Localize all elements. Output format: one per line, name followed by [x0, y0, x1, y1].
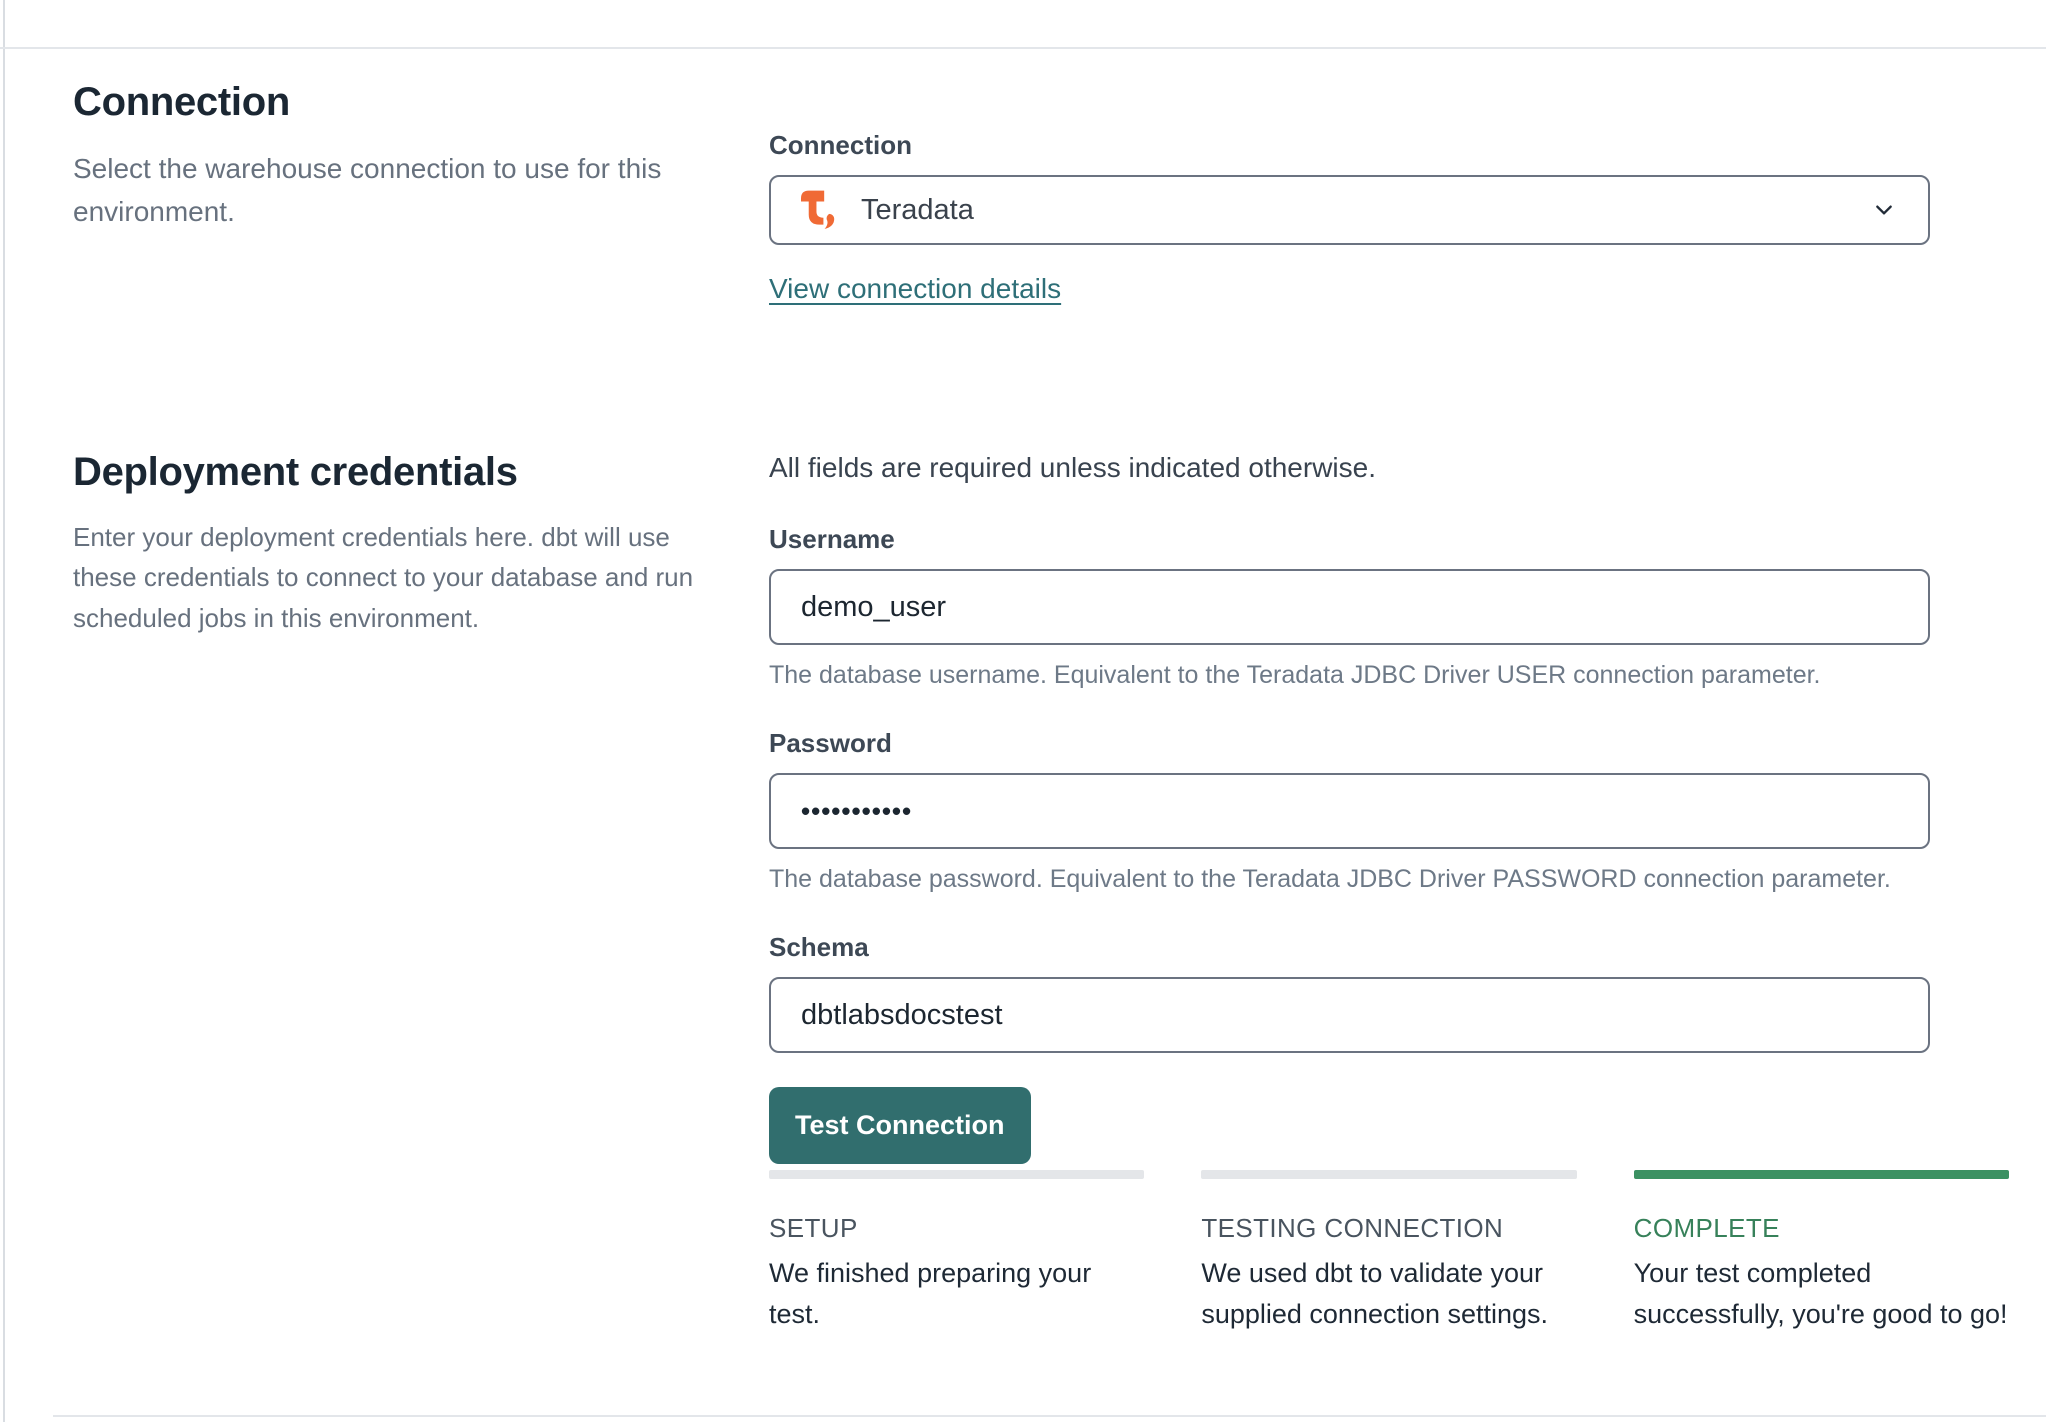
- bottom-section-divider: [53, 1415, 2046, 1417]
- required-fields-note: All fields are required unless indicated otherwise.: [769, 452, 1376, 483]
- step-complete: [1634, 1170, 2009, 1334]
- top-section-divider: [0, 47, 2046, 49]
- step-complete-description: Your test completed successfully, you're good to go!: [1633, 1258, 2008, 1329]
- left-panel-divider: [3, 0, 5, 1422]
- username-help-text: The database username. Equivalent to the Teradata JDBC Driver USER connection parameter.: [769, 661, 1821, 689]
- schema-label: Schema: [769, 932, 869, 962]
- credentials-section: [73, 450, 1930, 1164]
- password-input[interactable]: [769, 773, 1930, 849]
- connection-section-title: Connection: [73, 80, 290, 124]
- view-connection-details-link[interactable]: View connection details: [769, 273, 1062, 304]
- step-testing-connection: [1201, 1170, 1576, 1334]
- username-label: Username: [769, 524, 895, 554]
- selected-connection-name: Teradata: [861, 193, 974, 226]
- connection-test-progress: [769, 1170, 2009, 1334]
- connection-select[interactable]: [769, 175, 1930, 245]
- teradata-logo-icon: [801, 187, 835, 233]
- step-complete-label: COMPLETE: [1633, 1213, 1780, 1243]
- connection-section: [73, 80, 1930, 305]
- credentials-form: [769, 450, 1930, 1164]
- connection-section-description: Select the warehouse connection to use for this environment.: [73, 153, 662, 228]
- step-setup-progress-bar: [769, 1170, 1144, 1179]
- step-testing-label: TESTING CONNECTION: [1201, 1213, 1504, 1243]
- connection-section-intro: [73, 80, 769, 305]
- step-setup: [769, 1170, 1144, 1334]
- step-testing-description: We used dbt to validate your supplied connection settings.: [1201, 1258, 1549, 1329]
- connection-field-label: Connection: [769, 130, 912, 160]
- credentials-section-description: Enter your deployment credentials here. dbt will use these credentials to connect to your database and run scheduled jobs in this environment.: [73, 522, 694, 633]
- password-field-group: [769, 728, 1930, 894]
- password-help-text: The database password. Equivalent to the Teradata JDBC Driver PASSWORD connection parameter.: [769, 865, 1891, 893]
- schema-field-group: [769, 932, 1930, 1053]
- step-testing-progress-bar: [1201, 1170, 1576, 1179]
- username-field-group: [769, 524, 1930, 690]
- chevron-down-icon: [1868, 194, 1900, 226]
- credentials-section-intro: [73, 450, 769, 1164]
- test-connection-button[interactable]: Test Connection: [769, 1087, 1031, 1164]
- password-label: Password: [769, 728, 892, 758]
- step-complete-progress-bar: [1634, 1170, 2009, 1179]
- step-setup-description: We finished preparing your test.: [769, 1258, 1092, 1329]
- step-setup-label: SETUP: [769, 1213, 858, 1243]
- credentials-section-title: Deployment credentials: [73, 450, 518, 494]
- username-input[interactable]: [769, 569, 1930, 645]
- connection-form: [769, 80, 1930, 305]
- schema-input[interactable]: [769, 977, 1930, 1053]
